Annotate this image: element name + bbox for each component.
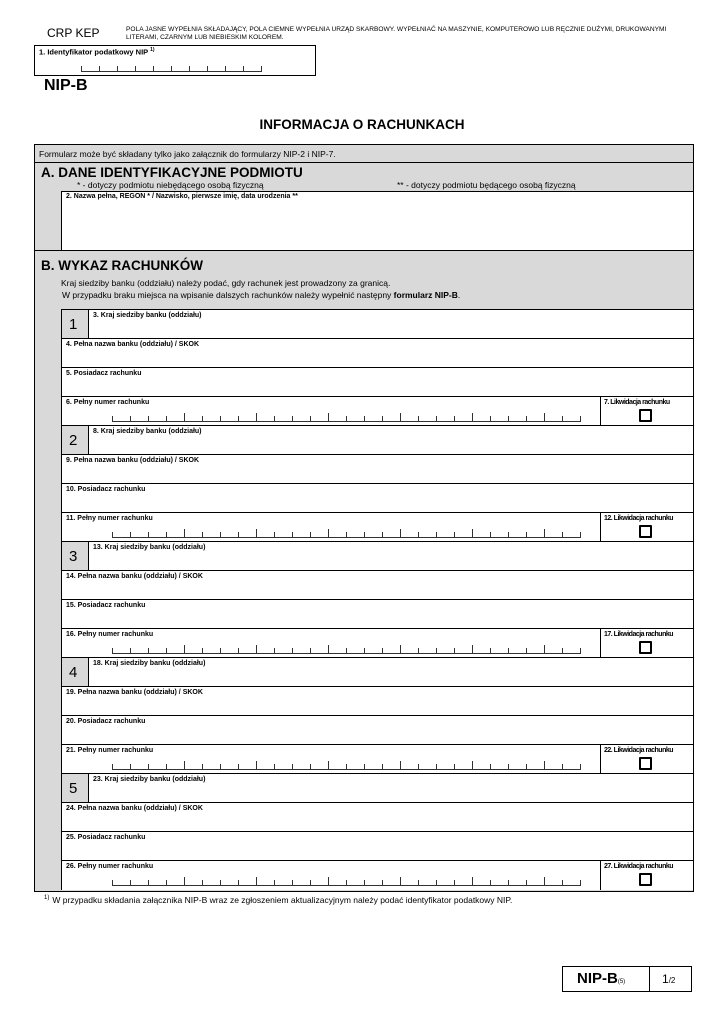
comb-cell xyxy=(491,764,509,769)
comb-cell xyxy=(473,880,491,885)
page-number: 1/2 xyxy=(662,972,676,986)
comb-cell xyxy=(203,416,221,421)
row-divider xyxy=(62,686,693,687)
row-divider xyxy=(62,802,693,803)
comb-cell xyxy=(293,648,311,653)
comb-cell xyxy=(545,532,563,537)
liquidation-checkbox[interactable] xyxy=(639,409,652,422)
liquidation-label: 22. Likwidacja rachunku xyxy=(604,747,674,754)
account-holder-label: 15. Posiadacz rachunku xyxy=(66,602,146,609)
page-title: INFORMACJA O RACHUNKACH xyxy=(259,117,465,132)
comb-cell xyxy=(437,880,455,885)
comb-cell xyxy=(257,416,275,421)
comb-cell xyxy=(419,416,437,421)
comb-cell xyxy=(154,66,172,71)
row-divider xyxy=(62,483,693,484)
comb-cell xyxy=(311,761,329,769)
account-number-cell: 1 xyxy=(62,310,89,339)
comb-cell xyxy=(100,66,118,71)
comb-cell xyxy=(329,880,347,885)
comb-cell xyxy=(527,761,545,769)
liquidation-checkbox[interactable] xyxy=(639,873,652,886)
comb-cell xyxy=(293,532,311,537)
liquidation-cell xyxy=(600,629,693,658)
liquidation-label: 12. Likwidacja rachunku xyxy=(604,515,674,522)
account-block xyxy=(61,657,693,774)
row-divider xyxy=(62,860,693,861)
comb-cell xyxy=(491,532,509,537)
liquidation-checkbox[interactable] xyxy=(639,641,652,654)
comb-cell xyxy=(383,877,401,885)
bank-country-label: 23. Kraj siedziby banku (oddziału) xyxy=(93,776,206,783)
row-divider xyxy=(62,599,693,600)
comb-cell xyxy=(545,880,563,885)
account-number-label: 21. Pełny numer rachunku xyxy=(66,747,154,754)
comb-cell xyxy=(82,66,100,71)
account-holder-label: 25. Posiadacz rachunku xyxy=(66,834,146,841)
account-number-label: 11. Pełny numer rachunku xyxy=(66,515,153,522)
comb-cell xyxy=(221,532,239,537)
comb-cell xyxy=(190,66,208,71)
comb-cell xyxy=(491,648,509,653)
comb-cell xyxy=(113,764,131,769)
comb-cell xyxy=(131,764,149,769)
comb-cell xyxy=(329,532,347,537)
comb-cell xyxy=(257,880,275,885)
section-a-note-double-star: ** - dotyczy podmiotu będącego osobą fizyczną xyxy=(397,180,576,190)
account-number-cell: 3 xyxy=(62,542,89,571)
comb-cell xyxy=(419,764,437,769)
comb-cell xyxy=(167,877,185,885)
comb-cell xyxy=(221,880,239,885)
comb-cell xyxy=(167,529,185,537)
comb-cell xyxy=(437,416,455,421)
footnote: $^{1)}$ W przypadku składania załącznika NIP-B wraz ze zgłoszeniem aktualizacyjnym należy podać identyfikator podatkowy NIP. xyxy=(44,895,513,905)
comb-cell xyxy=(221,648,239,653)
comb-cell xyxy=(257,764,275,769)
bank-country-label: 13. Kraj siedziby banku (oddziału) xyxy=(93,544,206,551)
liquidation-label: 17. Likwidacja rachunku xyxy=(604,631,674,638)
comb-cell xyxy=(527,877,545,885)
comb-cell xyxy=(509,648,527,653)
comb-cell xyxy=(563,532,581,537)
comb-cell xyxy=(311,529,329,537)
badge-divider xyxy=(649,967,650,991)
comb-cell xyxy=(185,764,203,769)
comb-cell xyxy=(293,416,311,421)
comb-cell xyxy=(329,416,347,421)
form-notice: Formularz może być składany tylko jako załącznik do formularzy NIP-2 i NIP-7. xyxy=(39,149,336,159)
comb-cell xyxy=(509,880,527,885)
comb-cell xyxy=(365,764,383,769)
form-name: NIP-B xyxy=(44,77,88,94)
comb-cell xyxy=(347,764,365,769)
section-b-note-2: W przypadku braku miejsca na wpisanie dalszych rachunków należy wypełnić następny formularz NIP-B. xyxy=(62,290,461,300)
comb-cell xyxy=(545,416,563,421)
account-number-cell: 5 xyxy=(62,774,89,803)
comb-cell xyxy=(329,764,347,769)
comb-cell xyxy=(455,877,473,885)
comb-cell xyxy=(455,529,473,537)
comb-cell xyxy=(437,532,455,537)
form-body xyxy=(34,144,694,892)
row-divider xyxy=(62,744,693,745)
divider xyxy=(35,162,693,163)
comb-cell xyxy=(329,648,347,653)
liquidation-cell xyxy=(600,397,693,426)
comb-cell xyxy=(131,648,149,653)
comb-cell xyxy=(563,416,581,421)
liquidation-checkbox[interactable] xyxy=(639,757,652,770)
comb-cell xyxy=(401,880,419,885)
comb-cell xyxy=(257,648,275,653)
form-code: CRP KEP xyxy=(47,26,100,40)
comb-cell xyxy=(545,764,563,769)
comb-cell xyxy=(437,648,455,653)
row-divider xyxy=(62,454,693,455)
badge-form-name: NIP-B(5) xyxy=(577,970,626,987)
comb-cell xyxy=(563,880,581,885)
bank-country-label: 18. Kraj siedziby banku (oddziału) xyxy=(93,660,206,667)
account-number-input[interactable] xyxy=(112,648,581,654)
name-field[interactable] xyxy=(61,191,693,251)
comb-cell xyxy=(527,645,545,653)
comb-cell xyxy=(311,645,329,653)
comb-cell xyxy=(185,648,203,653)
comb-cell xyxy=(275,532,293,537)
comb-cell xyxy=(365,648,383,653)
comb-cell xyxy=(149,532,167,537)
comb-cell xyxy=(167,413,185,421)
comb-cell xyxy=(185,880,203,885)
liquidation-cell xyxy=(600,745,693,774)
row-divider xyxy=(62,628,693,629)
comb-cell xyxy=(311,413,329,421)
comb-cell xyxy=(149,764,167,769)
comb-cell xyxy=(239,645,257,653)
account-number-input[interactable] xyxy=(112,880,581,886)
liquidation-label: 7. Likwidacja rachunku xyxy=(604,399,670,406)
row-divider xyxy=(62,396,693,397)
comb-cell xyxy=(419,532,437,537)
comb-cell xyxy=(509,532,527,537)
name-field-label: 2. Nazwa pełna, REGON * / Nazwisko, pierwsze imię, data urodzenia ** xyxy=(66,193,298,200)
comb-cell xyxy=(113,880,131,885)
comb-cell xyxy=(203,648,221,653)
section-a-title: A. DANE IDENTYFIKACYJNE PODMIOTU xyxy=(41,165,303,180)
comb-cell xyxy=(221,764,239,769)
account-holder-label: 20. Posiadacz rachunku xyxy=(66,718,146,725)
comb-cell xyxy=(239,413,257,421)
comb-cell xyxy=(275,764,293,769)
bank-country-label: 8. Kraj siedziby banku (oddziału) xyxy=(93,428,202,435)
comb-cell xyxy=(473,532,491,537)
comb-cell xyxy=(401,764,419,769)
bank-name-label: 14. Pełna nazwa banku (oddziału) / SKOK xyxy=(66,573,203,580)
comb-cell xyxy=(118,66,136,71)
comb-cell xyxy=(203,880,221,885)
comb-cell xyxy=(149,880,167,885)
account-number-label: 16. Pełny numer rachunku xyxy=(66,631,154,638)
comb-cell xyxy=(203,532,221,537)
section-a-note-star: * - dotyczy podmiotu niebędącego osobą fizyczną xyxy=(77,180,264,190)
comb-cell xyxy=(167,761,185,769)
account-number-input[interactable] xyxy=(112,764,581,770)
comb-cell xyxy=(185,416,203,421)
account-number-cell: 4 xyxy=(62,658,89,687)
comb-cell xyxy=(437,764,455,769)
comb-cell xyxy=(419,648,437,653)
bank-name-label: 4. Pełna nazwa banku (oddziału) / SKOK xyxy=(66,341,200,348)
comb-cell xyxy=(401,648,419,653)
comb-cell xyxy=(455,761,473,769)
bank-name-label: 24. Pełna nazwa banku (oddziału) / SKOK xyxy=(66,805,203,812)
comb-cell xyxy=(509,764,527,769)
row-divider xyxy=(62,512,693,513)
comb-cell xyxy=(239,877,257,885)
account-block xyxy=(61,773,693,890)
comb-cell xyxy=(275,416,293,421)
account-number-label: 26. Pełny numer rachunku xyxy=(66,863,154,870)
bank-name-label: 19. Pełna nazwa banku (oddziału) / SKOK xyxy=(66,689,203,696)
account-block xyxy=(61,425,693,542)
comb-cell xyxy=(239,529,257,537)
account-block xyxy=(61,541,693,658)
page-badge xyxy=(562,966,692,992)
comb-cell xyxy=(473,764,491,769)
comb-cell xyxy=(203,764,221,769)
comb-cell xyxy=(185,532,203,537)
comb-cell xyxy=(208,66,226,71)
section-b-note-1: Kraj siedziby banku (oddziału) należy podać, gdy rachunek jest prowadzony za granicą. xyxy=(61,278,391,288)
comb-cell xyxy=(563,648,581,653)
comb-cell xyxy=(257,532,275,537)
comb-cell xyxy=(167,645,185,653)
comb-cell xyxy=(491,880,509,885)
comb-cell xyxy=(113,416,131,421)
section-b-title: B. WYKAZ RACHUNKÓW xyxy=(41,258,203,273)
nip-input-comb[interactable] xyxy=(81,66,262,72)
comb-cell xyxy=(347,648,365,653)
comb-cell xyxy=(509,416,527,421)
comb-cell xyxy=(149,648,167,653)
comb-cell xyxy=(136,66,154,71)
comb-cell xyxy=(113,648,131,653)
comb-cell xyxy=(455,413,473,421)
bank-name-label: 9. Pełna nazwa banku (oddziału) / SKOK xyxy=(66,457,200,464)
comb-cell xyxy=(275,880,293,885)
comb-cell xyxy=(563,764,581,769)
comb-cell xyxy=(365,416,383,421)
liquidation-cell xyxy=(600,861,693,890)
comb-cell xyxy=(347,880,365,885)
comb-cell xyxy=(419,880,437,885)
comb-cell xyxy=(401,532,419,537)
comb-cell xyxy=(226,66,244,71)
comb-cell xyxy=(383,413,401,421)
comb-cell xyxy=(131,416,149,421)
liquidation-cell xyxy=(600,513,693,542)
comb-cell xyxy=(545,648,563,653)
liquidation-label: 27. Likwidacja rachunku xyxy=(604,863,674,870)
comb-cell xyxy=(275,648,293,653)
liquidation-checkbox[interactable] xyxy=(639,525,652,538)
comb-cell xyxy=(383,761,401,769)
comb-cell xyxy=(401,416,419,421)
comb-cell xyxy=(221,416,239,421)
comb-cell xyxy=(383,529,401,537)
comb-cell xyxy=(293,880,311,885)
comb-cell xyxy=(131,532,149,537)
nip-field-label: 1. Identyfikator podatkowy NIP $^{1)}$ xyxy=(39,47,155,57)
comb-cell xyxy=(491,416,509,421)
row-divider xyxy=(62,367,693,368)
comb-cell xyxy=(473,416,491,421)
comb-cell xyxy=(455,645,473,653)
comb-cell xyxy=(239,761,257,769)
row-divider xyxy=(62,715,693,716)
fill-instructions: POLA JASNE WYPEŁNIA SKŁADAJĄCY, POLA CIEMNE WYPEŁNIA URZĄD SKARBOWY. WYPEŁNIAĆ NA MASZYNIE, KOMPUTEROWO LUB RĘCZNIE DUŻYMI, DRUKOWANYMI LITERAMI, CZARNYM LUB NIEBIESKIM KOLOREM. xyxy=(126,26,667,41)
bank-country-label: 3. Kraj siedziby banku (oddziału) xyxy=(93,312,202,319)
account-number-cell: 2 xyxy=(62,426,89,455)
comb-cell xyxy=(293,764,311,769)
account-number-label: 6. Pełny numer rachunku xyxy=(66,399,150,406)
account-holder-label: 10. Posiadacz rachunku xyxy=(66,486,146,493)
nip-identifier-box xyxy=(34,45,316,76)
comb-cell xyxy=(131,880,149,885)
row-divider xyxy=(62,338,693,339)
comb-cell xyxy=(365,532,383,537)
account-holder-label: 5. Posiadacz rachunku xyxy=(66,370,142,377)
row-divider xyxy=(62,831,693,832)
comb-cell xyxy=(365,880,383,885)
comb-cell xyxy=(113,532,131,537)
comb-cell xyxy=(473,648,491,653)
account-number-input[interactable] xyxy=(112,532,581,538)
comb-cell xyxy=(383,645,401,653)
account-number-input[interactable] xyxy=(112,416,581,422)
comb-cell xyxy=(311,877,329,885)
account-block xyxy=(61,309,693,426)
comb-cell xyxy=(527,529,545,537)
row-divider xyxy=(62,570,693,571)
divider xyxy=(35,250,693,251)
comb-cell xyxy=(172,66,190,71)
comb-cell xyxy=(347,532,365,537)
comb-cell xyxy=(244,66,262,71)
comb-cell xyxy=(347,416,365,421)
comb-cell xyxy=(527,413,545,421)
comb-cell xyxy=(149,416,167,421)
